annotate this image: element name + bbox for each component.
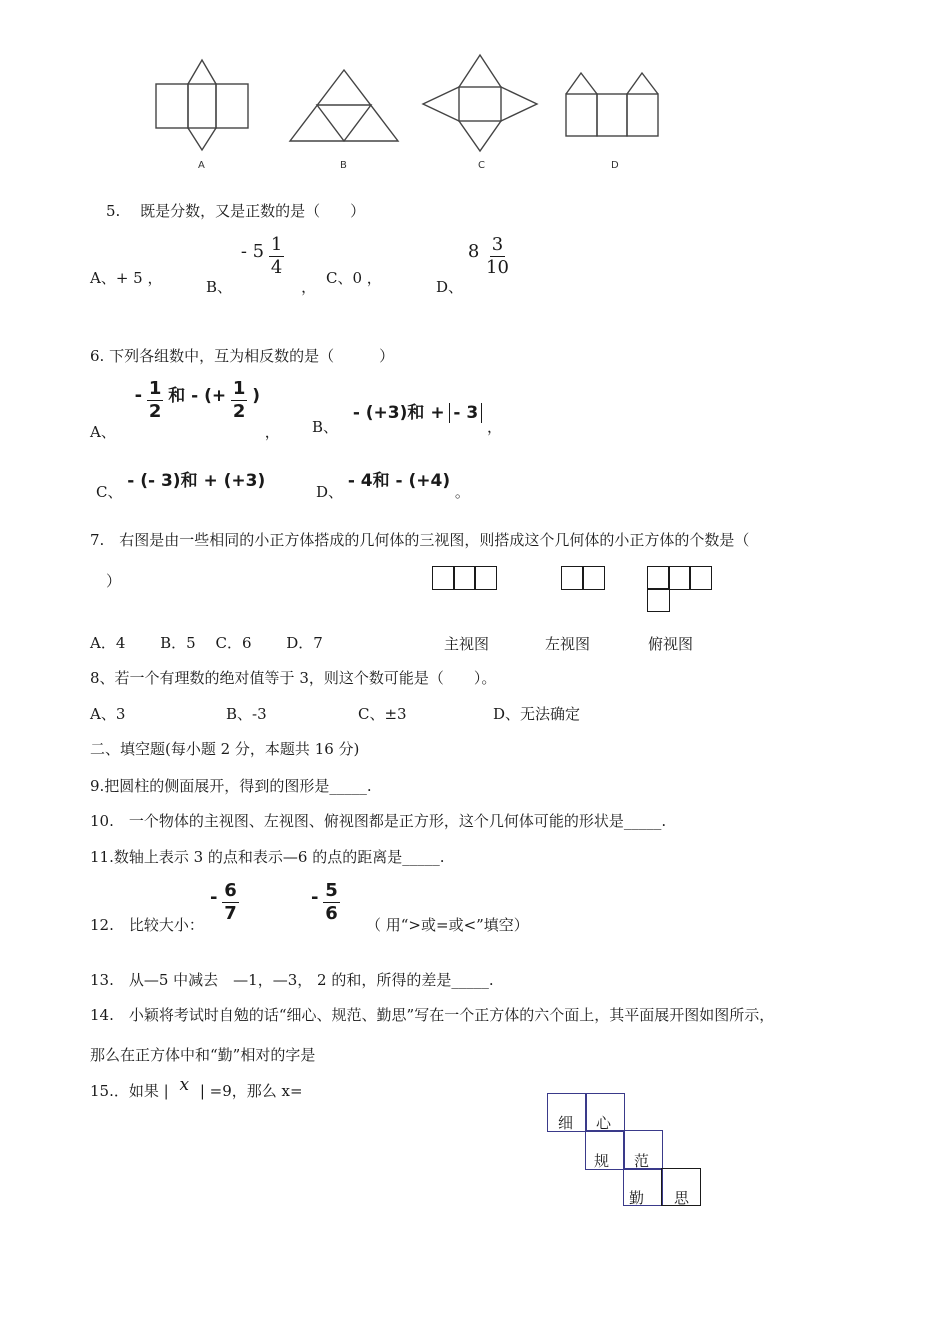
q6-option-b-abs-value: - 3 <box>449 403 482 423</box>
q6-option-a-separator: ， <box>264 422 280 441</box>
q6-option-a-middle: 和 - (+ <box>168 385 227 406</box>
front-view-cell <box>474 566 497 590</box>
q5-option-b-denominator: 4 <box>270 257 283 278</box>
q6-option-c-expr: - (- 3)和 + (+3) <box>127 471 266 491</box>
q6-option-a-numerator-2: 1 <box>232 378 246 399</box>
net-b-inner-triangle <box>317 105 371 141</box>
q5-option-b-numerator: 1 <box>270 234 283 255</box>
q6-option-b-label: B、 <box>312 418 339 436</box>
q6-option-c-label: C、 <box>96 483 123 501</box>
q12-fraction-1-value <box>222 882 239 923</box>
q5-option-a: A、+ 5 ， <box>90 269 163 287</box>
q5-stem: 5. 既是分数，又是正数的是（ ） <box>106 202 366 220</box>
q12-fraction-2-value <box>323 882 340 923</box>
cube-net-face-label: 勤 <box>629 1189 645 1207</box>
cube-net-face-label: 心 <box>596 1114 612 1132</box>
q6-option-a-minus: - <box>134 384 143 406</box>
net-d-square-2 <box>597 94 627 136</box>
net-d-triangle-1 <box>566 73 597 94</box>
net-a-square-2 <box>188 84 216 128</box>
q12-fraction-1-numerator: 6 <box>224 880 237 901</box>
q5-option-d <box>436 234 511 296</box>
net-c-square <box>459 87 501 121</box>
net-a-square-1 <box>156 84 188 128</box>
q7-view-front-label: 主视图 <box>444 635 490 653</box>
q13: 13. 从—5 中减去 —1，—3， 2 的和，所得的差是_____. <box>90 971 494 989</box>
q12-fraction-1 <box>210 882 239 923</box>
q5-option-d-numerator: 3 <box>491 234 504 255</box>
q15-prefix: 15.．如果 | <box>90 1082 169 1100</box>
q12-fraction-2-minus: - <box>311 886 319 908</box>
top-view-cell <box>647 566 670 590</box>
q12-fraction-1-minus: - <box>210 886 218 908</box>
net-label-d: D <box>611 160 619 171</box>
cube-net-face-label: 规 <box>594 1152 610 1170</box>
q5-option-b-label: B、 <box>206 277 233 296</box>
q6-option-d-label: D、 <box>316 483 344 501</box>
q12-fraction-2-numerator: 5 <box>325 880 338 901</box>
q6-option-d-expr: - 4和 - (+4) <box>347 471 451 491</box>
q8-option-c: C、±3 <box>358 705 407 723</box>
q14-line-1: 14. 小颖将考试时自勉的话“细心、规范、勤思”写在一个正方体的六个面上，其平面展开图如图所示， <box>90 1006 775 1024</box>
q6-option-d <box>316 466 470 501</box>
q6-option-a-label: A、 <box>90 422 116 441</box>
q5-option-d-fraction <box>484 236 511 277</box>
q7-stem: 7. 右图是由一些相同的小正方体搭成的几何体的三视图，则搭成这个几何体的小正方体的个数是（ <box>90 531 750 549</box>
q5-option-d-whole: 8 <box>467 240 480 262</box>
q7-stem-end: ） <box>106 572 122 590</box>
q5-option-b-whole: - 5 <box>240 240 265 262</box>
net-a-square-3 <box>216 84 248 128</box>
q5-option-d-denominator: 10 <box>486 257 509 278</box>
q8-option-a: A、3 <box>90 705 126 723</box>
q6-option-c <box>96 466 266 501</box>
top-view-cell <box>689 566 712 590</box>
q6-option-d-end: 。 <box>454 483 470 501</box>
left-view-cell <box>561 566 584 590</box>
q6-option-b-separator: ， <box>486 418 502 436</box>
net-d-square-1 <box>566 94 597 136</box>
q5-option-b-separator: ， <box>301 277 317 296</box>
net-label-a: A <box>198 160 205 171</box>
q12-hint: （ 用“>或=或<”填空） <box>366 916 529 934</box>
front-view-cell <box>432 566 455 590</box>
q7-options: A．4 B．5 C．6 D．7 <box>90 634 323 652</box>
section-2-heading: 二、填空题(每小题 2 分，本题共 16 分) <box>90 740 360 758</box>
top-view-cell <box>668 566 691 590</box>
q6-stem: 6. 下列各组数中，互为相反数的是（ ） <box>90 347 395 365</box>
q12-fraction-1-denominator: 7 <box>224 903 237 924</box>
q15-variable: x <box>179 1075 190 1095</box>
q6-option-a <box>90 378 280 441</box>
net-c-triangle-top <box>459 55 501 87</box>
cube-net-face-label: 思 <box>674 1189 690 1207</box>
net-c-triangle-right <box>501 87 537 121</box>
q6-option-b-expr: - (+3)和 + <box>352 403 445 423</box>
q5-option-b <box>206 234 317 296</box>
q7-view-left-label: 左视图 <box>545 635 591 653</box>
q12-fraction-2 <box>311 882 340 923</box>
cube-net-face-label: 细 <box>558 1114 574 1132</box>
q5-option-d-label: D、 <box>436 277 464 296</box>
q5-option-b-fraction <box>269 236 284 277</box>
net-d-square-3 <box>627 94 658 136</box>
left-view-cell <box>582 566 605 590</box>
q5-option-c: C、0 ， <box>326 269 382 287</box>
q8-option-d: D、无法确定 <box>493 705 581 723</box>
q12-stem: 12. 比较大小： <box>90 916 204 934</box>
q14-line-2: 那么在正方体中和“勤”相对的字是 <box>90 1046 316 1064</box>
cube-net-face-label: 范 <box>634 1152 650 1170</box>
q6-option-b <box>312 398 502 436</box>
q6-option-a-numerator-1: 1 <box>148 378 162 399</box>
q8-option-b: B、-3 <box>226 705 267 723</box>
top-view-cell <box>647 588 670 612</box>
q15 <box>90 1075 303 1101</box>
net-d-triangle-2 <box>627 73 658 94</box>
net-c-triangle-bottom <box>459 121 501 151</box>
front-view-cell <box>453 566 476 590</box>
q6-option-a-end: ) <box>252 385 260 406</box>
q6-option-a-fraction-1 <box>147 380 164 421</box>
q11: 11.数轴上表示 3 的点和表示—6 的点的距离是_____. <box>90 848 445 866</box>
q15-suffix: | =9，那么 x= <box>199 1082 303 1100</box>
net-c-triangle-left <box>423 87 459 121</box>
net-a-triangle-bottom <box>188 128 216 150</box>
q10: 10. 一个物体的主视图、左视图、俯视图都是正方形，这个几何体可能的形状是_____. <box>90 812 667 830</box>
q12-fraction-2-denominator: 6 <box>325 903 338 924</box>
q6-option-a-denominator-2: 2 <box>232 401 246 422</box>
q8-stem: 8、若一个有理数的绝对值等于 3，则这个数可能是（ ）。 <box>90 669 497 687</box>
q7-view-top-label: 俯视图 <box>648 635 694 653</box>
net-label-b: B <box>340 160 347 171</box>
net-a-triangle-top <box>188 60 216 84</box>
q9: 9.把圆柱的侧面展开，得到的图形是_____. <box>90 777 372 795</box>
nets-figure <box>0 0 950 180</box>
q6-option-a-denominator-1: 2 <box>148 401 162 422</box>
q6-option-a-fraction-2 <box>231 380 248 421</box>
net-label-c: C <box>478 160 485 171</box>
